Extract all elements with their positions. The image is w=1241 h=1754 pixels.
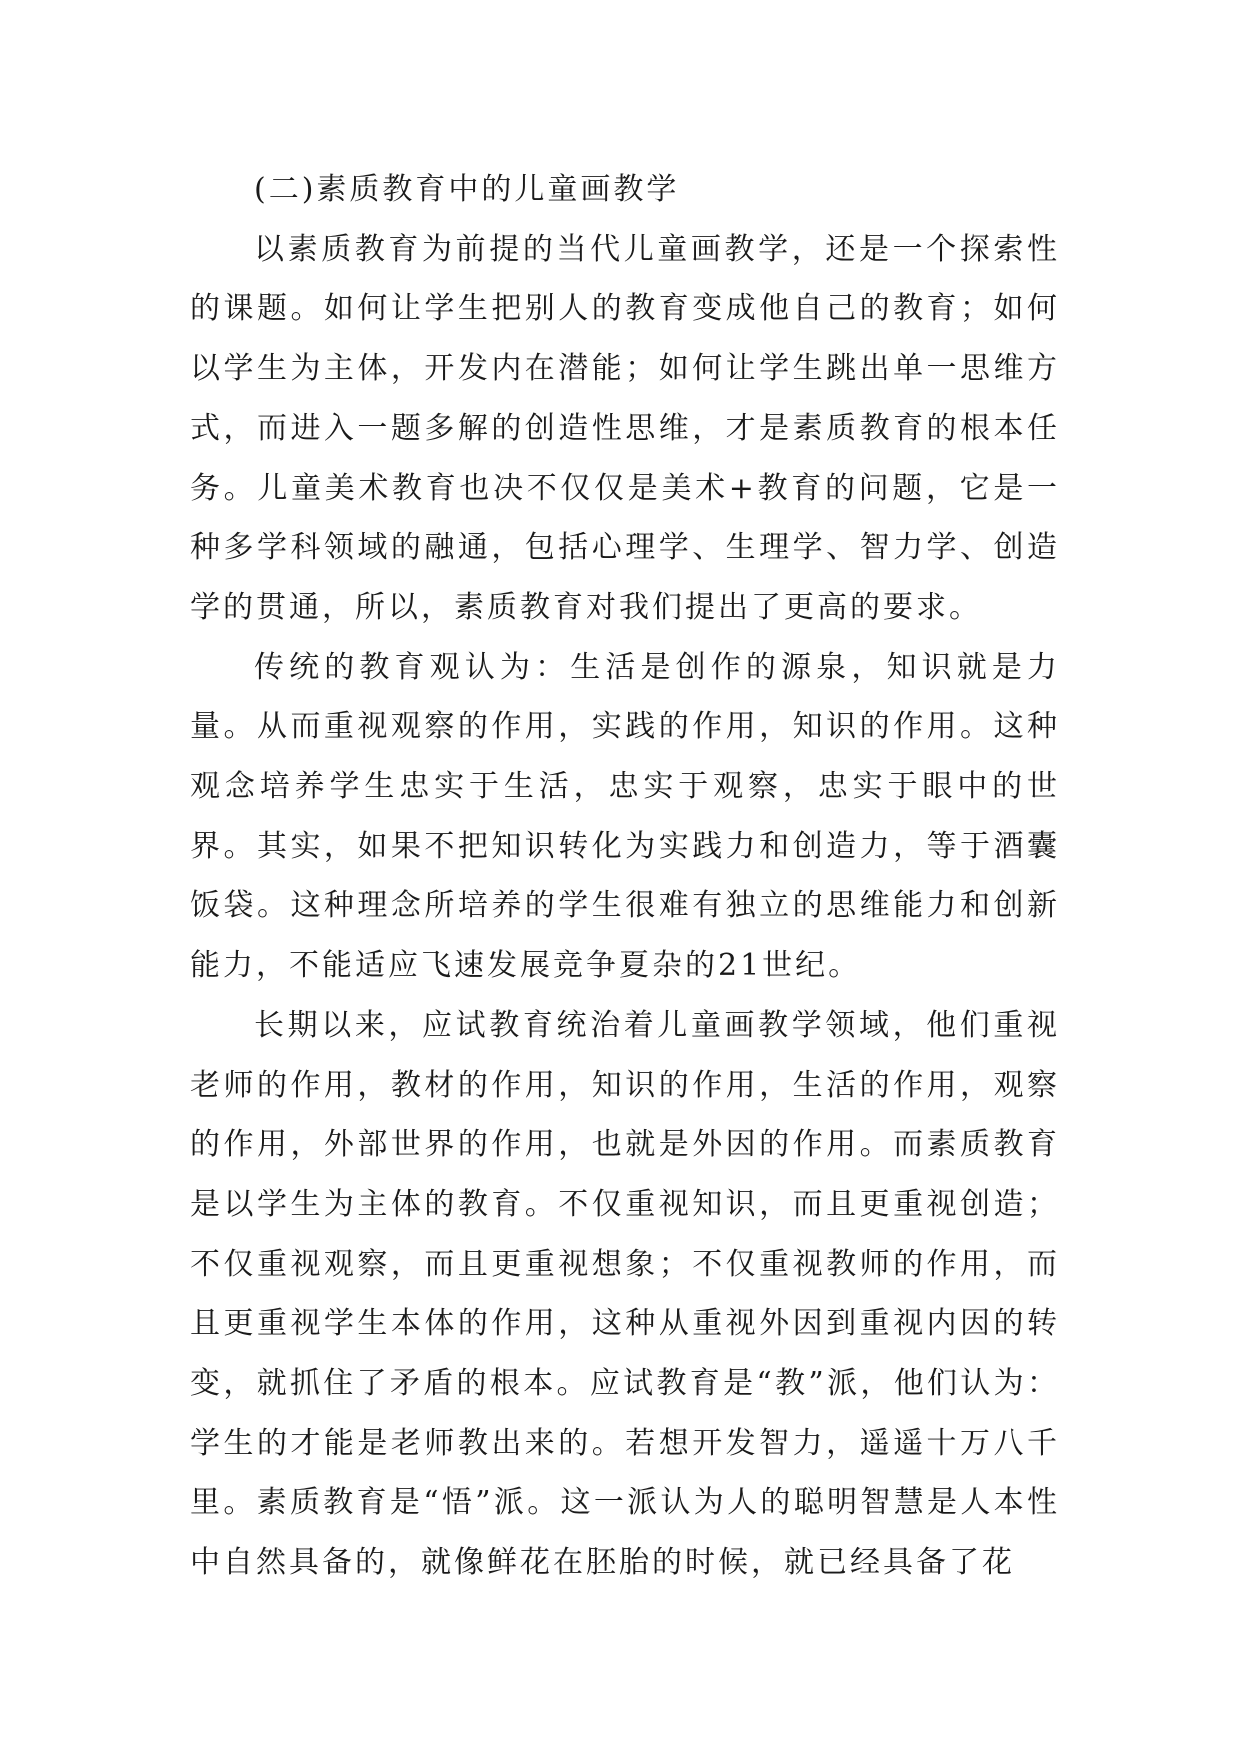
paragraph-2: 传统的教育观认为：生活是创作的源泉，知识就是力量。从而重视观察的作用，实践的作用，知识的作用。这种观念培养学生忠实于生活，忠实于观察，忠实于眼中的世界。其实，如果不把知识转化为实践力和创造力，等于酒囊饭袋。这种理念所培养的学生很难有独立的思维能力和创新能力，不能适应飞速发展竞争夏杂的21世纪。: [190, 649, 1060, 984]
section-heading: (二)素质教育中的儿童画教学: [254, 172, 680, 207]
paragraph-3: 长期以来，应试教育统治着儿童画教学领域，他们重视老师的作用，教材的作用，知识的作用，生活的作用，观察的作用，外部世界的作用，也就是外因的作用。而素质教育是以学生为主体的教育。不仅重视知识，而且更重视创造；不仅重视观察，而且更重视想象；不仅重视教师的作用，而且更重视学生本体的作用，这种从重视外因到重视内因的转变，就抓住了矛盾的根本。应试教育是“教”派，他们认为：学生的才能是老师教出来的。若想开发智力，遥遥十万八千里。素质教育是“悟”派。这一派认为人的聪明智慧是人本性中自然具备的，就像鲜花在胚胎的时候，就已经具备了花: [190, 1007, 1060, 1581]
paragraph-1: 以素质教育为前提的当代儿童画教学，还是一个探索性的课题。如何让学生把别人的教育变成他自己的教育；如何以学生为主体，开发内在潜能；如何让学生跳出单一思维方式，而进入一题多解的创造性思维，才是素质教育的根本任务。儿童美术教育也决不仅仅是美术+教育的问题，它是一种多学科领域的融通，包括心理学、生理学、智力学、创造学的贯通，所以，素质教育对我们提出了更高的要求。: [190, 231, 1060, 625]
document-page: [190, 160, 1060, 1593]
